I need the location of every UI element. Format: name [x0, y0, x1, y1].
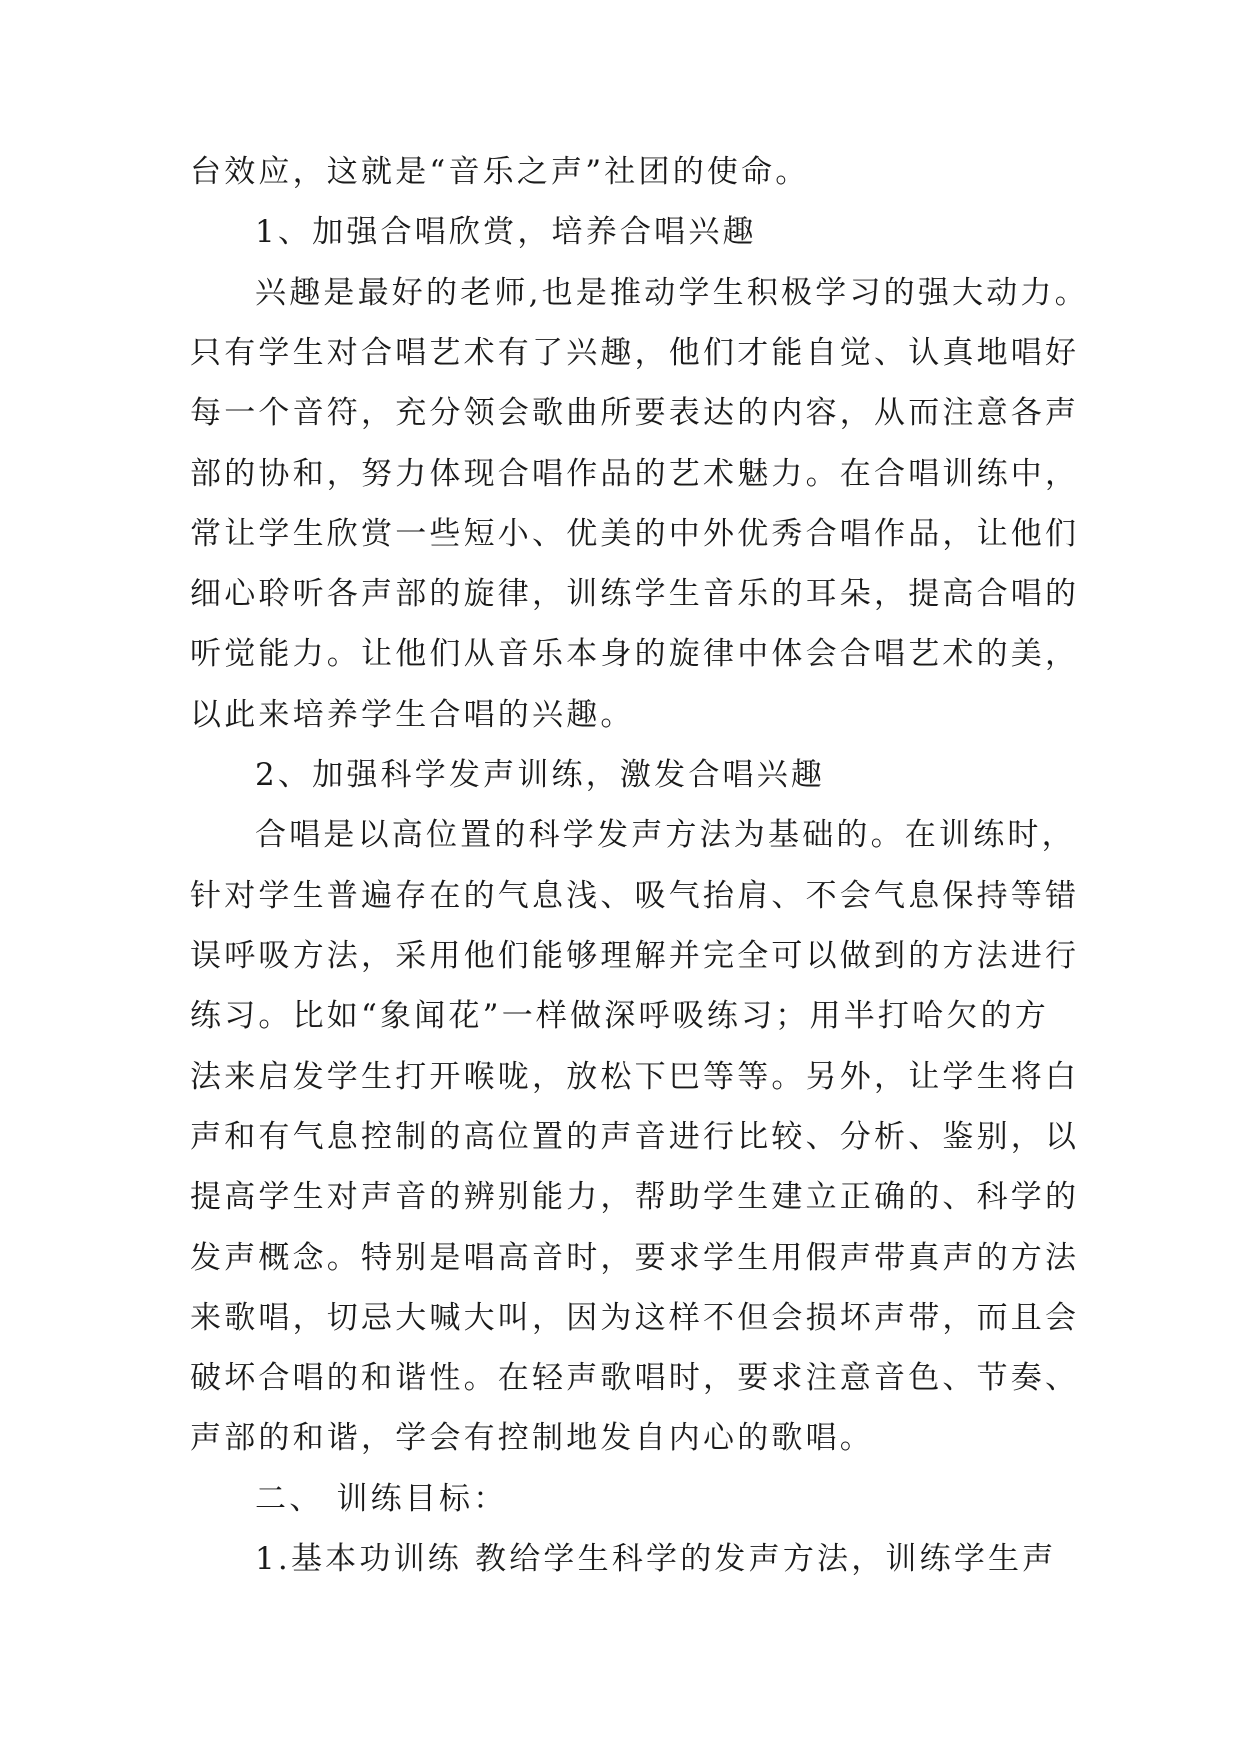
text-line: 常让学生欣赏一些短小、优美的中外优秀合唱作品，让他们 [190, 516, 1080, 552]
section-heading: 2、加强科学发声训练，激发合唱兴趣 [255, 757, 826, 793]
section-heading: 二、 训练目标： [255, 1481, 508, 1517]
text-line: 听觉能力。让他们从音乐本身的旋律中体会合唱艺术的美， [190, 636, 1080, 672]
text-line: 误呼吸方法，采用他们能够理解并完全可以做到的方法进行 [190, 938, 1080, 974]
text-line: 1.基本功训练 教给学生科学的发声方法，训练学生声 [255, 1541, 1057, 1577]
text-line: 针对学生普遍存在的气息浅、吸气抬肩、不会气息保持等错 [190, 878, 1080, 914]
text-line: 声和有气息控制的高位置的声音进行比较、分析、鉴别，以 [190, 1119, 1080, 1155]
text-line: 破坏合唱的和谐性。在轻声歌唱时，要求注意音色、节奏、 [190, 1360, 1080, 1396]
text-line: 提高学生对声音的辨别能力，帮助学生建立正确的、科学的 [190, 1179, 1080, 1215]
text-line: 练习。比如“象闻花”一样做深呼吸练习；用半打哈欠的方 [190, 998, 1049, 1034]
text-line: 法来启发学生打开喉咙，放松下巴等等。另外，让学生将白 [190, 1059, 1080, 1095]
text-line: 合唱是以高位置的科学发声方法为基础的。在训练时， [255, 817, 1076, 853]
text-line: 以此来培养学生合唱的兴趣。 [190, 697, 635, 733]
text-line: 声部的和谐，学会有控制地发自内心的歌唱。 [190, 1420, 874, 1456]
text-line: 部的协和，努力体现合唱作品的艺术魅力。在合唱训练中， [190, 456, 1080, 492]
text-line: 台效应，这就是“音乐之声”社团的使命。 [190, 154, 810, 190]
text-line: 来歌唱，切忌大喊大叫，因为这样不但会损坏声带，而且会 [190, 1300, 1080, 1336]
text-line: 发声概念。特别是唱高音时，要求学生用假声带真声的方法 [190, 1240, 1080, 1276]
text-line: 兴趣是最好的老师,也是推动学生积极学习的强大动力。 [255, 275, 1089, 311]
text-line: 细心聆听各声部的旋律，训练学生音乐的耳朵，提高合唱的 [190, 576, 1080, 612]
section-heading: 1、加强合唱欣赏，培养合唱兴趣 [255, 214, 757, 250]
text-line: 只有学生对合唱艺术有了兴趣，他们才能自觉、认真地唱好 [190, 335, 1080, 371]
text-line: 每一个音符，充分领会歌曲所要表达的内容，从而注意各声 [190, 395, 1080, 431]
